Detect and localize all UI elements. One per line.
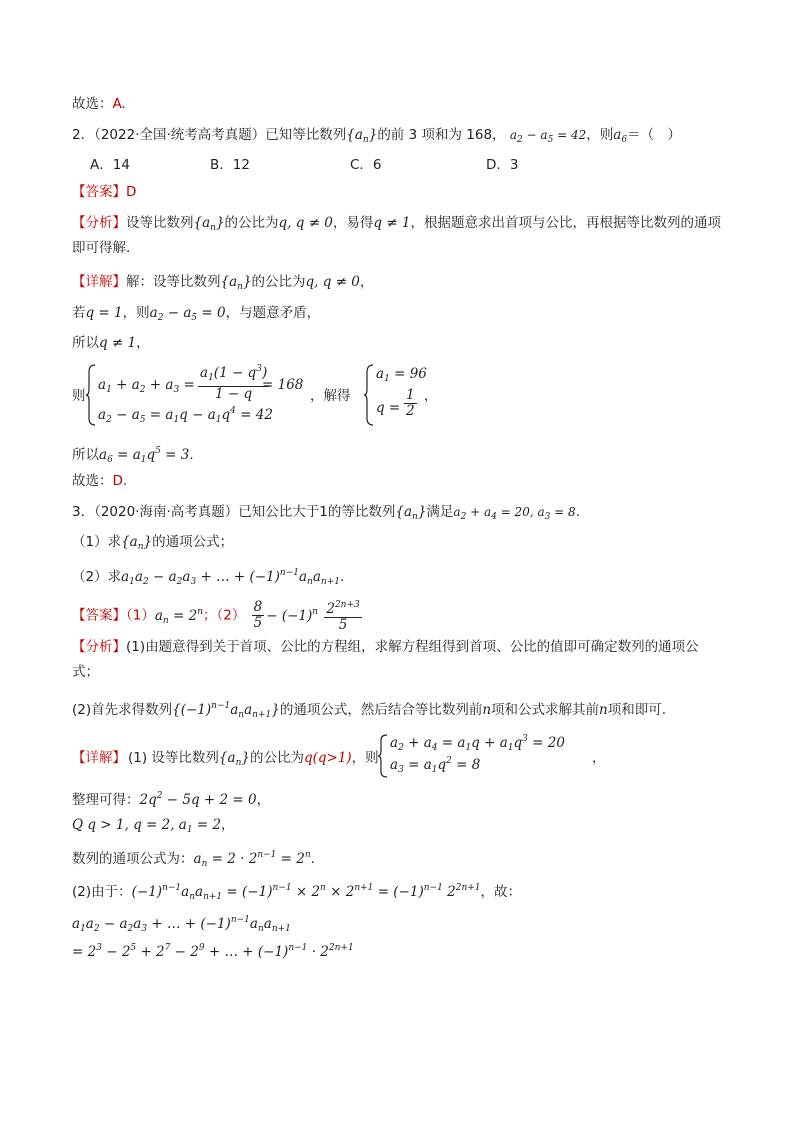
- choice-a: A．14: [90, 157, 130, 173]
- page: 故选：A. 2．（2022·全国·统考高考真题）已知等比数列$\{a_n\}$的前 3 项和为 168， $a_2 - a_5 = 42$，则$a_6=$（ ） A．14 B．12 C．6 D．3 【答案】D 【分析】设等比数列$\{a_n\}$的公比为q, q ≠ 0，易得q ≠ 1，根据题意求出首项与公比，再根据等比数列的通项 即可得解. 【详解】解：设等比数列$\{a_n\}$的公比为q, q ≠ 0， 若q = 1，则$a_2 - a_5 = 0$，与题意矛盾， 所以q ≠ 1， 则 $a_1 + a_2 + a_3$ = $\frac{a_1(1 - q^3)}{1 - q}$ = 168 $a_2 - a_5 = a_1q - a_1q^4 = 42$ ，解得 $a_1 = 96$ q = $\frac{1}{2}$ ， 所以$a_6 = a_1q^5 = 3$. 故选：D. 3．（2020·海南·高考真题）已知公比大于1的等比数列$\{a_n\}$满足$a_2 + a_4 = 20$, $a_3 = 8$. （1）求$\{a_n\}$的通项公式； （2）求$a_1a_2 - a_2a_3$ + … + $(-1)^{n-1}a_na_{n+1}$. 【答案】$(1)a_n = 2^n$；（2） $\frac{8}{5}$ − $(-1)^n$ $\frac{2^{2n+3}}{5}$ 【分析】(1)由题意得到关于首项、公比的方程组，求解方程组得到首项、公比的值即可确定数列的通项公 式； (2)首先求得数列$\{(-1)^{n-1}a_na_{n+1}\}$的通项公式，然后结合等比数列前n项和公式求解其前n项和即可. 【详解】 (1) 设等比数列$\{a_n\}$的公比为q(q>1)，则 $a_2 + a_4 = a_1q + a_1q^3 = 20$ $a_3 = a_1q^2 = 8$ ， 整理可得：$2q^2 - 5q + 2 = 0$， Q q > 1, q = 2, $a_1 = 2$， 数列的通项公式为：$a_n = 2 \cdot 2^{n-1} = 2^n$. (2)由于：$(-1)^{n-1}a_na_{n+1} = (-1)^{n-1} \times 2^n \times 2^{n+1} = (-1)^{n-1}$ $2^{2n+1}$，故： $a_1a_2 - a_2a_3$ + … + $(-1)^{n-1}a_na_{n+1}$ = $2^3 - 2^5 + 2^7 - 2^9$ + … + $(-1)^{n-1} \cdot 2^{2n+1}$: [0, 0, 794, 1123]
- q3-analysis-line3: (2)首先求得数列$\{(-1)^{n-1}a_na_{n+1}\}$的通项公式，然后结合等比数列前n项和公式求解其前n项和即可.: [72, 701, 667, 720]
- q2-analysis-line1: 【分析】设等比数列$\{a_n\}$的公比为q, q ≠ 0，易得q ≠ 1，根据题意求出首项与公比，再根据等比数列的通项: [72, 215, 722, 233]
- q2-detail-line1: 【详解】解：设等比数列$\{a_n\}$的公比为q, q ≠ 0，: [72, 274, 374, 292]
- q2-analysis-line2: 即可得解.: [72, 240, 131, 256]
- left-brace-icon: [364, 364, 374, 426]
- q3-step2: (2)由于：$(-1)^{n-1}a_na_{n+1} = (-1)^{n-1} \times 2^n \times 2^{n+1} = (-1)^{n-1}$ $2^{2n+1}$，故：: [72, 883, 522, 902]
- prev-answer: A.: [112, 96, 126, 112]
- q3-analysis-line1: 【分析】(1)由题意得到关于首项、公比的方程组，求解方程组得到首项、公比的值即可确定数列的通项公: [72, 639, 699, 655]
- q3-part2: （2）求$a_1a_2 - a_2a_3$ + … + $(-1)^{n-1}a_na_{n+1}$.: [72, 568, 345, 587]
- q3-answer: 【答案】$(1)a_n = 2^n$；（2） $\frac{8}{5}$ − $(-1)^n$ $\frac{2^{2n+3}}{5}$: [72, 599, 360, 633]
- choice-c: C．6: [350, 157, 382, 173]
- left-brace-icon: [86, 364, 96, 426]
- q2-detail-line3: 所以q ≠ 1，: [72, 335, 150, 351]
- q3-tidy: 整理可得：$2q^2 - 5q + 2 = 0$，: [72, 791, 271, 808]
- q2-answer: 【答案】D: [72, 184, 137, 200]
- q3-formula: 数列的通项公式为：$a_n = 2 \cdot 2^{n-1} = 2^n$.: [72, 850, 315, 869]
- q3-q-value: Q q > 1, q = 2, $a_1 = 2$，: [72, 817, 235, 835]
- choice-b: B．12: [210, 157, 250, 173]
- q3-analysis-line2: 式；: [72, 664, 99, 680]
- q3-part1: （1）求$\{a_n\}$的通项公式；: [72, 534, 234, 552]
- choice-d: D．3: [486, 157, 519, 173]
- left-brace-icon: [378, 734, 388, 778]
- q3-sum-line2: = $2^3 - 2^5 + 2^7 - 2^9$ + … + $(-1)^{n-1} \cdot 2^{2n+1}$: [72, 943, 354, 960]
- q2-final: 故选：D.: [72, 473, 128, 489]
- q2-detail-line5: 所以$a_6 = a_1q^5 = 3$.: [72, 446, 194, 465]
- q3-sum-line1: $a_1a_2 - a_2a_3$ + … + $(-1)^{n-1}a_na_{n+1}$: [72, 915, 291, 934]
- q3-stem: 3．（2020·海南·高考真题）已知公比大于1的等比数列$\{a_n\}$满足$a_2 + a_4 = 20$, $a_3 = 8$.: [72, 504, 580, 522]
- prev-answer-line: 故选：A.: [72, 96, 126, 112]
- q2-detail-line2: 若q = 1，则$a_2 - a_5 = 0$，与题意矛盾，: [72, 305, 321, 323]
- q2-stem: 2．（2022·全国·统考高考真题）已知等比数列$\{a_n\}$的前 3 项和为 168， $a_2 - a_5 = 42$，则$a_6=$（ ）: [72, 127, 682, 145]
